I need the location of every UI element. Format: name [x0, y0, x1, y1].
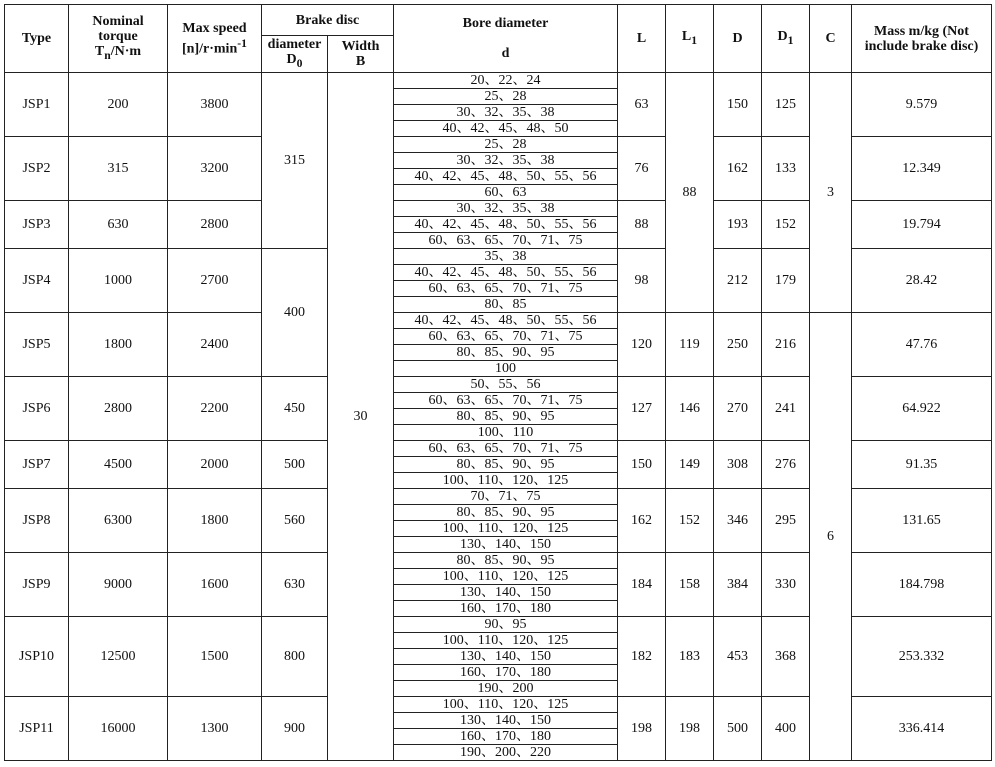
cell-bore-diameter: 20、22、24 [394, 73, 618, 89]
cell-disc-diameter: 400 [262, 249, 328, 377]
cell-bore-diameter: 190、200、220 [394, 745, 618, 761]
cell-bore-diameter: 25、28 [394, 89, 618, 105]
header-L1-main: L [681, 29, 692, 45]
header-L1-sub: 1 [691, 33, 698, 47]
cell-L: 98 [618, 249, 666, 313]
cell-bore-diameter: 30、32、35、38 [394, 201, 618, 217]
cell-bore-diameter: 35、38 [394, 249, 618, 265]
header-C: C [810, 5, 852, 73]
cell-bore-diameter: 60、63 [394, 185, 618, 201]
cell-L: 76 [618, 137, 666, 201]
cell-mass: 12.349 [852, 137, 992, 201]
cell-torque: 2800 [69, 377, 168, 441]
cell-mass: 184.798 [852, 553, 992, 617]
cell-bore-diameter: 100、110、120、125 [394, 473, 618, 489]
header-D1-sub: 1 [787, 33, 794, 47]
cell-L1: 152 [666, 489, 714, 553]
cell-D1: 295 [762, 489, 810, 553]
cell-type: JSP11 [5, 697, 69, 761]
cell-bore-diameter: 60、63、65、70、71、75 [394, 393, 618, 409]
header-brake-disc: Brake disc [262, 5, 394, 36]
cell-mass: 9.579 [852, 73, 992, 137]
header-bore-line1: Bore diameter [462, 16, 549, 31]
cell-L1: 183 [666, 617, 714, 697]
cell-torque: 630 [69, 201, 168, 249]
cell-disc-diameter: 500 [262, 441, 328, 489]
header-diameter-label: diameter [267, 37, 322, 53]
cell-bore-diameter: 60、63、65、70、71、75 [394, 441, 618, 457]
cell-L: 184 [618, 553, 666, 617]
header-L: L [618, 5, 666, 73]
cell-bore-diameter: 100、110、120、125 [394, 633, 618, 649]
cell-D1: 152 [762, 201, 810, 249]
cell-mass: 64.922 [852, 377, 992, 441]
cell-bore-diameter: 90、95 [394, 617, 618, 633]
cell-torque: 1800 [69, 313, 168, 377]
cell-bore-diameter: 100、110 [394, 425, 618, 441]
cell-bore-diameter: 40、42、45、48、50、55、56 [394, 313, 618, 329]
header-D1-main: D [777, 29, 788, 45]
cell-max-speed: 1300 [168, 697, 262, 761]
cell-D: 453 [714, 617, 762, 697]
cell-torque: 1000 [69, 249, 168, 313]
cell-bore-diameter: 130、140、150 [394, 585, 618, 601]
cell-type: JSP6 [5, 377, 69, 441]
cell-D: 150 [714, 73, 762, 137]
header-mass-line2: include brake disc) [864, 38, 979, 54]
cell-bore-diameter: 100、110、120、125 [394, 521, 618, 537]
cell-L: 182 [618, 617, 666, 697]
cell-torque: 200 [69, 73, 168, 137]
cell-L: 120 [618, 313, 666, 377]
cell-bore-diameter: 30、32、35、38 [394, 153, 618, 169]
cell-bore-diameter: 130、140、150 [394, 537, 618, 553]
cell-D1: 276 [762, 441, 810, 489]
cell-L: 150 [618, 441, 666, 489]
cell-D: 270 [714, 377, 762, 441]
cell-type: JSP2 [5, 137, 69, 201]
cell-D: 193 [714, 201, 762, 249]
header-D: D [714, 5, 762, 73]
cell-torque: 16000 [69, 697, 168, 761]
cell-bore-diameter: 130、140、150 [394, 713, 618, 729]
table-row [5, 313, 992, 329]
cell-mass: 28.42 [852, 249, 992, 313]
cell-bore-diameter: 80、85 [394, 297, 618, 313]
header-speed-superscript: -1 [237, 36, 247, 50]
header-torque-subscript: n [104, 48, 111, 62]
cell-bore-diameter: 190、200 [394, 681, 618, 697]
cell-type: JSP5 [5, 313, 69, 377]
cell-bore-diameter: 40、42、45、48、50、55、56 [394, 217, 618, 233]
cell-type: JSP3 [5, 201, 69, 249]
cell-L1: 149 [666, 441, 714, 489]
cell-type: JSP10 [5, 617, 69, 697]
header-mass [852, 5, 992, 73]
header-max-speed [168, 5, 262, 73]
header-mass-line1: Mass m/kg (Not [874, 23, 969, 39]
cell-disc-diameter: 630 [262, 553, 328, 617]
cell-mass: 253.332 [852, 617, 992, 697]
cell-bore-diameter: 100、110、120、125 [394, 697, 618, 713]
cell-bore-diameter: 80、85、90、95 [394, 505, 618, 521]
cell-C: 6 [810, 313, 852, 761]
cell-L: 198 [618, 697, 666, 761]
cell-max-speed: 2800 [168, 201, 262, 249]
cell-torque: 315 [69, 137, 168, 201]
cell-L: 127 [618, 377, 666, 441]
cell-D: 346 [714, 489, 762, 553]
header-torque-line2: torque [98, 29, 138, 45]
header-D0-sub: 0 [296, 56, 303, 70]
cell-D1: 368 [762, 617, 810, 697]
cell-mass: 131.65 [852, 489, 992, 553]
header-width-label: Width [341, 39, 380, 54]
cell-D: 250 [714, 313, 762, 377]
header-width-symbol: B [355, 54, 366, 69]
cell-L1: 158 [666, 553, 714, 617]
cell-L1: 119 [666, 313, 714, 377]
cell-max-speed: 1500 [168, 617, 262, 697]
cell-disc-diameter: 560 [262, 489, 328, 553]
cell-max-speed: 2000 [168, 441, 262, 489]
table-body [5, 73, 992, 761]
cell-type: JSP4 [5, 249, 69, 313]
cell-max-speed: 3200 [168, 137, 262, 201]
cell-max-speed: 3800 [168, 73, 262, 137]
cell-bore-diameter: 25、28 [394, 137, 618, 153]
cell-D1: 330 [762, 553, 810, 617]
cell-bore-diameter: 40、42、45、48、50、55、56 [394, 265, 618, 281]
cell-disc-width: 30 [328, 73, 394, 761]
cell-bore-diameter: 160、170、180 [394, 729, 618, 745]
cell-L1: 146 [666, 377, 714, 441]
header-type: Type [5, 5, 69, 73]
header-disc-diameter [262, 36, 328, 73]
cell-torque: 4500 [69, 441, 168, 489]
cell-disc-diameter: 315 [262, 73, 328, 249]
cell-L: 63 [618, 73, 666, 137]
header-D0-main: D [286, 52, 297, 68]
header-speed-line1: Max speed [182, 20, 247, 36]
header-disc-width [328, 36, 394, 73]
cell-torque: 9000 [69, 553, 168, 617]
cell-bore-diameter: 80、85、90、95 [394, 409, 618, 425]
cell-L: 162 [618, 489, 666, 553]
cell-bore-diameter: 50、55、56 [394, 377, 618, 393]
cell-mass: 336.414 [852, 697, 992, 761]
header-speed-line2: [n]/r·min [182, 41, 238, 57]
cell-bore-diameter: 60、63、65、70、71、75 [394, 281, 618, 297]
cell-max-speed: 2700 [168, 249, 262, 313]
cell-torque: 6300 [69, 489, 168, 553]
cell-bore-diameter: 60、63、65、70、71、75 [394, 233, 618, 249]
cell-disc-diameter: 450 [262, 377, 328, 441]
cell-bore-diameter: 30、32、35、38 [394, 105, 618, 121]
cell-bore-diameter: 40、42、45、48、50 [394, 121, 618, 137]
cell-D1: 400 [762, 697, 810, 761]
cell-bore-diameter: 80、85、90、95 [394, 457, 618, 473]
cell-torque: 12500 [69, 617, 168, 697]
cell-bore-diameter: 80、85、90、95 [394, 345, 618, 361]
cell-bore-diameter: 100、110、120、125 [394, 569, 618, 585]
cell-disc-diameter: 800 [262, 617, 328, 697]
cell-bore-diameter: 60、63、65、70、71、75 [394, 329, 618, 345]
cell-mass: 19.794 [852, 201, 992, 249]
cell-max-speed: 1600 [168, 553, 262, 617]
cell-type: JSP1 [5, 73, 69, 137]
cell-max-speed: 1800 [168, 489, 262, 553]
cell-bore-diameter: 160、170、180 [394, 601, 618, 617]
cell-type: JSP8 [5, 489, 69, 553]
cell-bore-diameter: 80、85、90、95 [394, 553, 618, 569]
cell-D: 308 [714, 441, 762, 489]
header-D1 [762, 5, 810, 73]
cell-bore-diameter: 160、170、180 [394, 665, 618, 681]
cell-D1: 179 [762, 249, 810, 313]
cell-D1: 125 [762, 73, 810, 137]
cell-mass: 91.35 [852, 441, 992, 489]
header-L1 [666, 5, 714, 73]
header-torque-line1: Nominal [92, 14, 144, 30]
cell-D: 162 [714, 137, 762, 201]
cell-mass: 47.76 [852, 313, 992, 377]
cell-bore-diameter: 100 [394, 361, 618, 377]
header-bore-symbol: d [501, 46, 510, 61]
cell-L1: 88 [666, 73, 714, 313]
cell-disc-diameter: 900 [262, 697, 328, 761]
cell-D: 212 [714, 249, 762, 313]
cell-C: 3 [810, 73, 852, 313]
cell-D: 500 [714, 697, 762, 761]
cell-D1: 241 [762, 377, 810, 441]
cell-type: JSP9 [5, 553, 69, 617]
table-row [5, 73, 992, 89]
cell-D1: 133 [762, 137, 810, 201]
header-torque-unit: /N·m [110, 44, 142, 60]
header-nominal-torque [69, 5, 168, 73]
cell-type: JSP7 [5, 441, 69, 489]
header-torque-symbol: T [94, 44, 105, 60]
cell-L: 88 [618, 201, 666, 249]
cell-bore-diameter: 70、71、75 [394, 489, 618, 505]
coupling-spec-table [4, 4, 992, 761]
header-bore-diameter [394, 5, 618, 73]
cell-D1: 216 [762, 313, 810, 377]
cell-bore-diameter: 40、42、45、48、50、55、56 [394, 169, 618, 185]
cell-bore-diameter: 130、140、150 [394, 649, 618, 665]
cell-D: 384 [714, 553, 762, 617]
cell-max-speed: 2400 [168, 313, 262, 377]
cell-max-speed: 2200 [168, 377, 262, 441]
cell-L1: 198 [666, 697, 714, 761]
